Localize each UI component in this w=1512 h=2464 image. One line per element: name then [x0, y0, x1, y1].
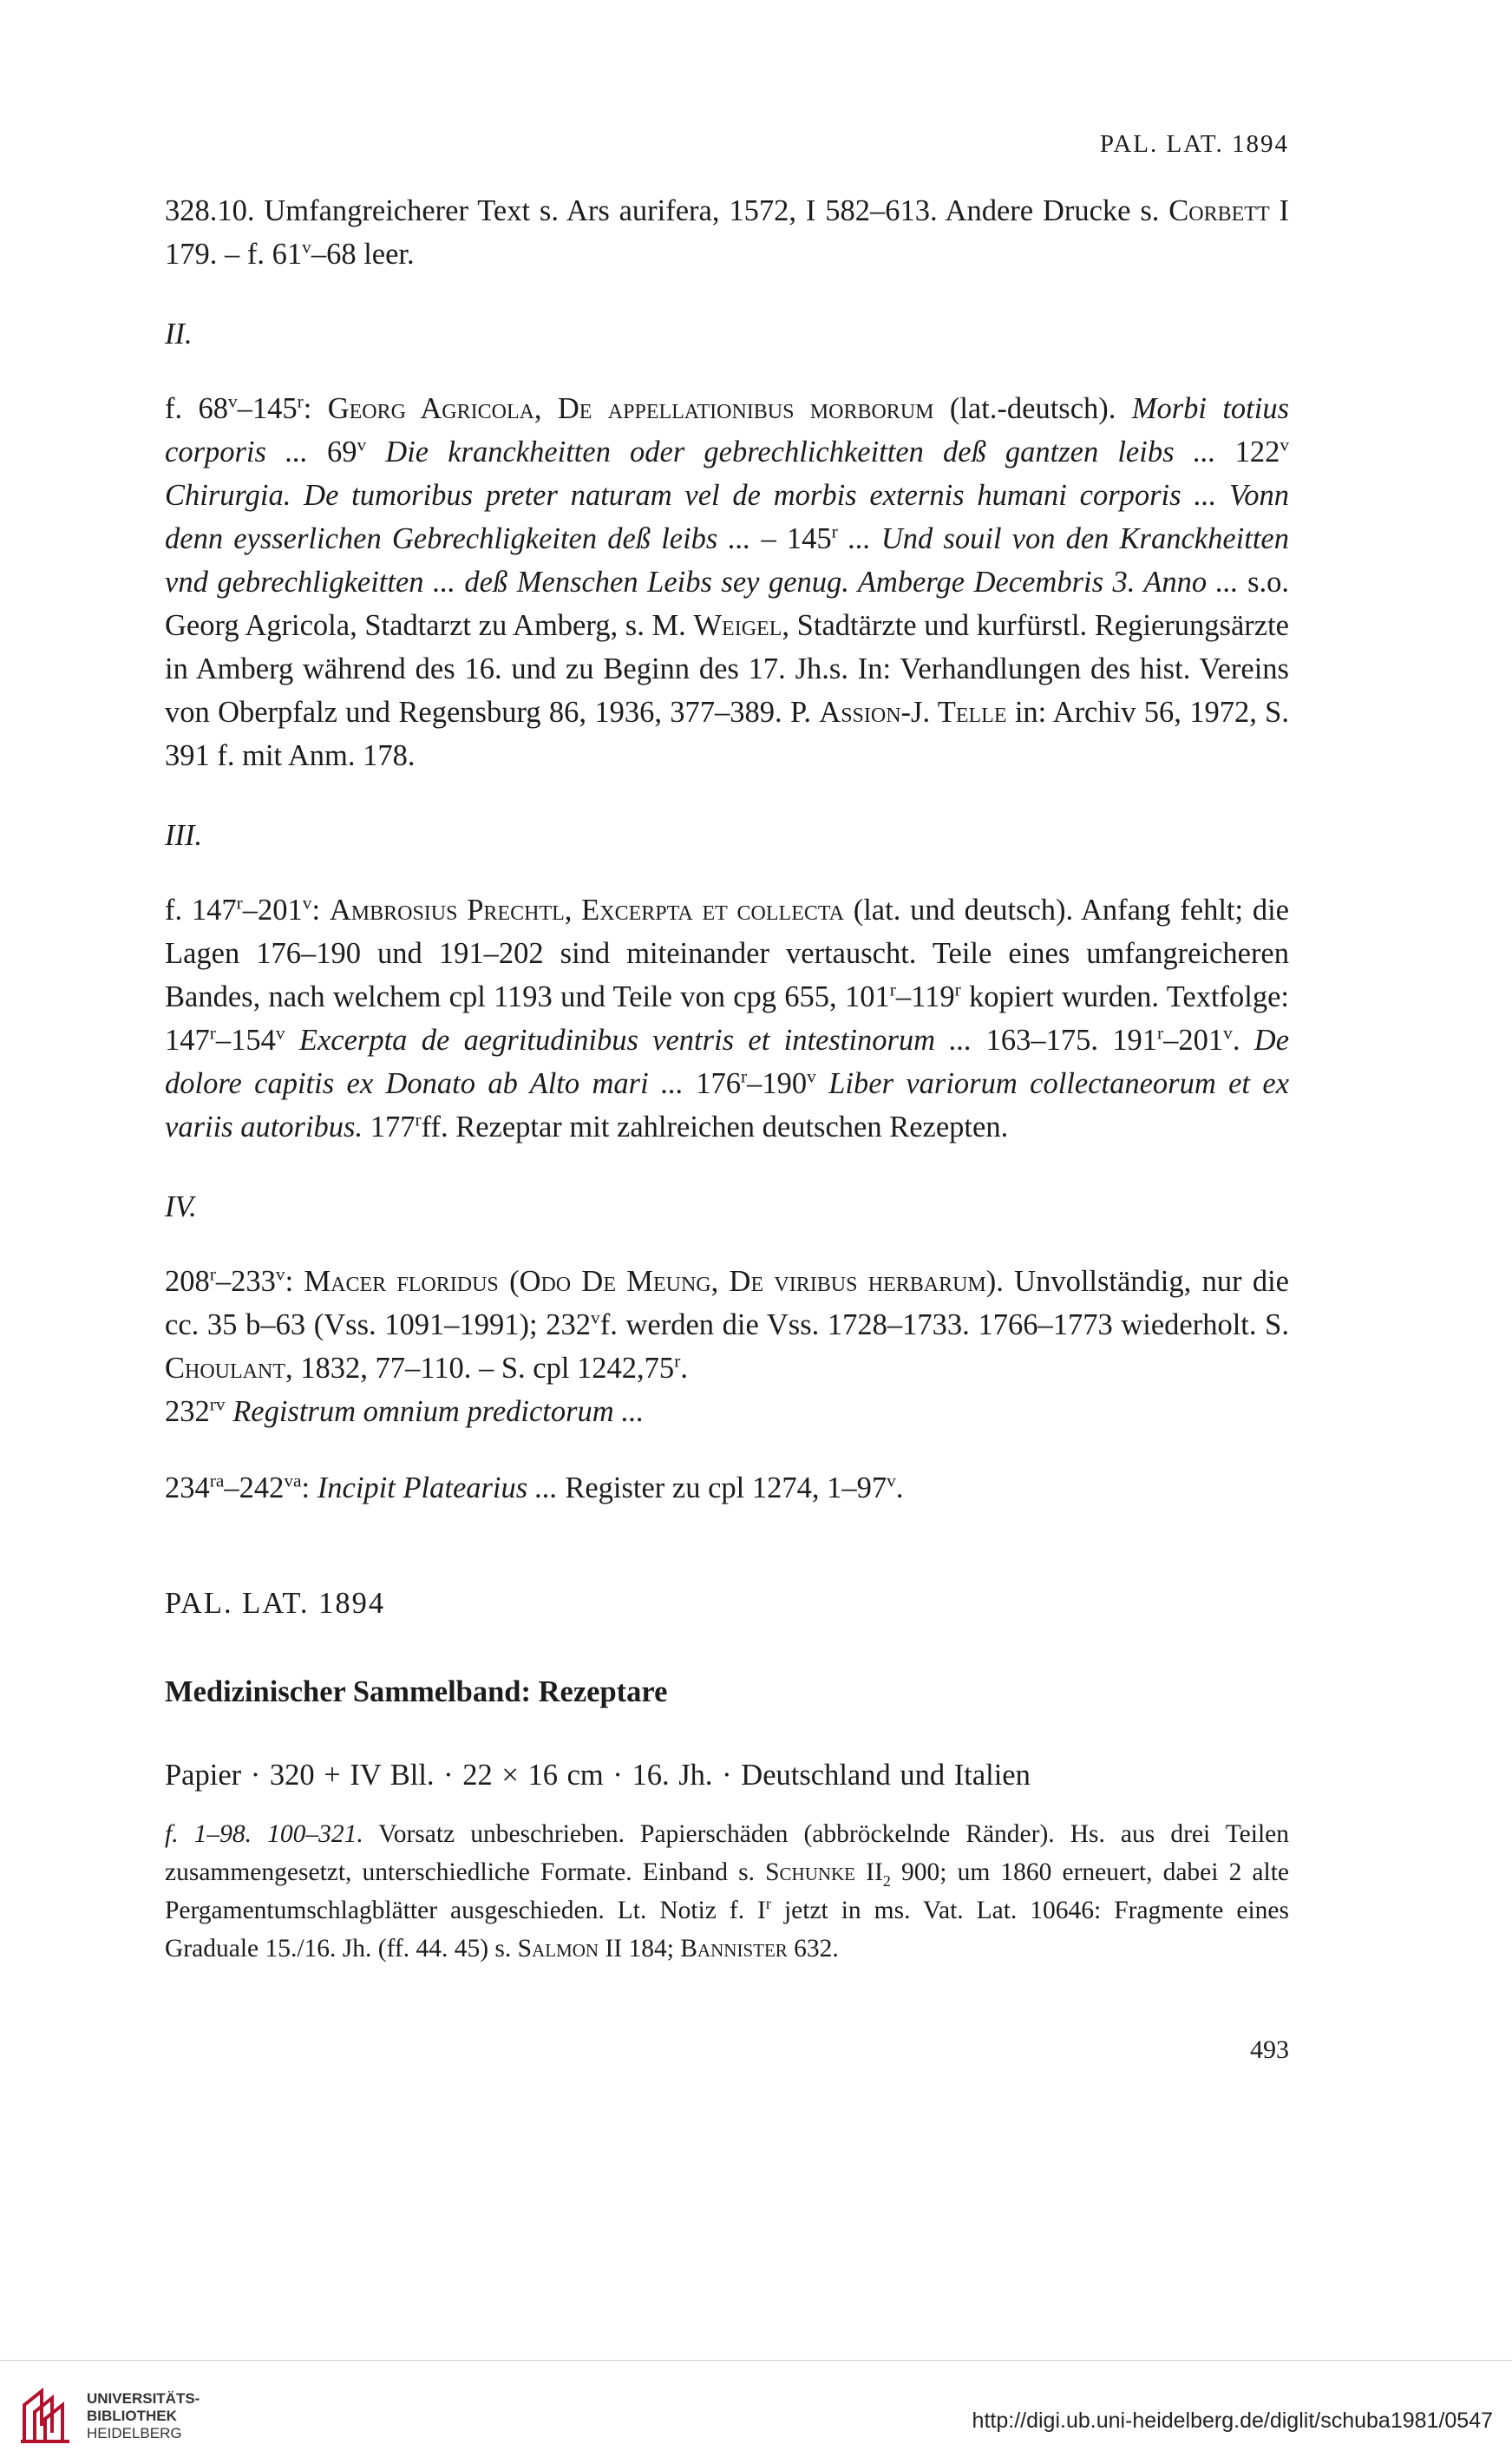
body-text: [165, 189, 1289, 1510]
entry-summary: Papier · 320 + IV Bll. · 22 × 16 cm · 16. Jh. · Deutschland und Italien: [165, 1759, 1031, 1792]
entry-title: Medizinischer Sammelband: Rezeptare: [165, 1675, 668, 1708]
section-numeral-iv: IV.: [165, 1190, 197, 1223]
source-url-link[interactable]: http://digi.ub.uni-heidelberg.de/diglit/schuba1981/0547: [972, 2408, 1493, 2433]
section-iv-paragraph-2: $234^{ra}-242^{va}$: Incipit Platearius ... Register zu cpl 1274, 1–97$^v$.: [165, 1470, 904, 1504]
author-prechtl: Ambrosius Prechtl, Excerpta et collecta: [329, 894, 844, 927]
section-iii-paragraph: f. 147$^r$–201$^v$: Ambrosius Prechtl, Excerpta et collecta (lat. und deutsch). Anfang fehlt; die Lagen 176–190 und 191–202 sind miteinander vertauscht. Teile eines umfangreicheren Bandes, nach welchem cpl 1193 und Teile von cpg 655, 101$^r$–119$^r$ kopiert wurden. Textfolge: 147$^r$–154$^v$ Excerpta de aegritudinibus ventris et intestinorum ... 163–175. 191$^r$–201$^v$. De dolore capitis ex Donato ab Alto mari ... 176$^r$–190$^v$ Liber variorum collectaneorum et ex variis autoribus. 177$^r$ff. Rezeptar mit zahlreichen deutschen Rezepten.: [165, 892, 1290, 1144]
footer: [0, 2308, 1512, 2464]
running-header: PAL. LAT. 1894: [1099, 130, 1289, 158]
footer-divider: [0, 2360, 1512, 2361]
author-agricola: Georg Agricola, De appellationibus morborum: [327, 392, 934, 425]
page-number: 493: [1250, 2035, 1289, 2064]
library-name: UNIVERSITÄTS- BIBLIOTHEK HEIDELBERG: [87, 2390, 200, 2441]
section-iv-paragraph: 208$^r$–233$^v$: Macer floridus (Odo De Meung, De viribus herbarum). Unvollständig, nur die cc. 35 b–63 (Vss. 1091–1991); 232$^v$f. werden die Vss. 1728–1733. 1766–1773 wiederholt. S. Choulant, 1832, 77–110. – S. cpl 1242,75$^r$. $232^{rv}$ Registrum omnium predictorum ...: [165, 1263, 1289, 1428]
entry-description: f. 1–98. 100–321. Vorsatz unbeschrieben. Papierschäden (abbröckelnde Ränder). Hs. aus drei Teilen zusammengesetzt, unterschiedliche Formate. Einband s. Schunke $II_2$ 900; um 1860 erneuert, dabei 2 alte Pergamentumschlagblätter ausgeschieden. Lt. Notiz f. $I^r$ jetzt in ms. Vat. Lat. 10646: Fragmente eines Graduale 15./16. Jh. (ff. 44. 45) s. Salmon II 184; Bannister 632.: [165, 1820, 1289, 1963]
ub-heidelberg-logo-icon: [17, 2386, 78, 2447]
continuation-paragraph: 328.10. Umfangreicherer Text s. Ars aurifera, 1572, I 582–613. Andere Drucke s. Corbett I 179. – f. 61$^v$–68 leer.: [165, 194, 1289, 271]
section-numeral-iii: III.: [165, 819, 203, 852]
author-macer: Macer floridus (Odo De Meung, De viribus herbarum): [304, 1265, 997, 1298]
catalog-entry: [165, 1586, 1289, 1968]
section-ii-paragraph: f. 68$^v$–145$^r$: Georg Agricola, De appellationibus morborum (lat.-deutsch). Morbi totius corporis ... 69$^v$ Die kranckheitten oder gebrechlichkeitten deß gantzen leibs ... 122$^v$ Chirurgia. De tumoribus preter naturam vel de morbis externis humani corporis ... Vonn denn eysserlichen Gebrechligkeiten deß leibs ... – 145$^r$ ... Und souil von den Kranckheitten vnd gebrechligkeitten ... deß Menschen Leibs sey genug. Amberge Decembris 3. Anno ... s.o. Georg Agricola, Stadtarzt zu Amberg, s. M. Weigel, Stadtärzte und kurfürstl. Regierungsärzte in Amberg während des 16. und zu Beginn des 17. Jh.s. In: Verhandlungen des hist. Vereins von Oberpfalz und Regensburg 86, 1936, 377–389. P. Assion-J. Telle in: Archiv 56, 1972, S. 391 f. mit Anm. 178.: [165, 390, 1290, 772]
entry-shelfmark: PAL. LAT. 1894: [165, 1587, 386, 1620]
section-numeral-ii: II.: [165, 318, 193, 351]
document-page: [165, 0, 1289, 2308]
